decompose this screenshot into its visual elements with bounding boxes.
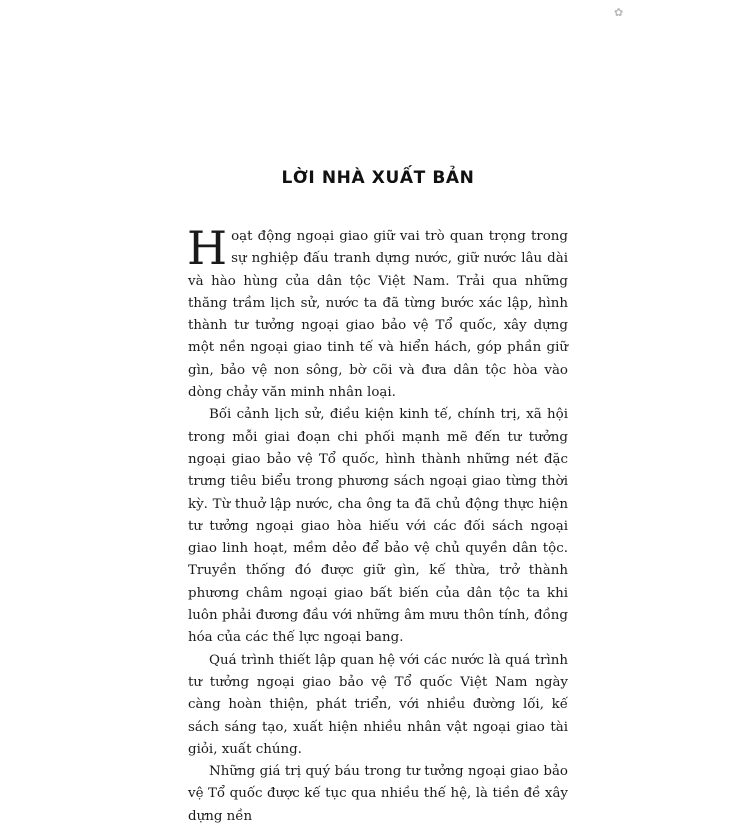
page-title: LỜI NHÀ XUẤT BẢN [281, 168, 475, 188]
body-text [187, 221, 568, 828]
drop-cap: H [187, 221, 228, 275]
paragraph-2: Bối cảnh lịch sử, điều kiện kinh tế, chính trị, xã hội trong mỗi giai đoạn chi phối mạnh mẽ đến tư tưởng ngoại giao bảo vệ Tổ quốc, hình thành những nét đặc trưng tiêu biểu trong phương sách ngoại giao từng thời kỳ. Từ thuở lập nước, cha ông ta đã chủ động thực hiện tư tưởng ngoại giao hòa hiếu với các đối sách ngoại giao linh hoạt, mềm dẻo để bảo vệ chủ quyền dân tộc. Truyền thống đó được giữ gìn, kế thừa, trở thành phương châm ngoại giao bất biến của dân tộc ta khi luôn phải đương đầu với những âm mưu thôn tính, đồng hóa của các thế lực ngoại bang. [188, 407, 568, 646]
book-page [187, 0, 568, 824]
paragraph-1-text: oạt động ngoại giao giữ vai trò quan trọng trong sự nghiệp đấu tranh dựng nước, giữ nước lâu dài và hào hùng của dân tộc Việt Nam. Trải qua những thăng trầm lịch sử, nước ta đã từng bước xác lập, hình thành tư tưởng ngoại giao bảo vệ Tổ quốc, xây dựng một nền ngoại giao tinh tế và hiển hách, góp phần giữ gìn, bảo vệ non sông, bờ cõi và đưa dân tộc hòa vào dòng chảy văn minh nhân loại. [188, 229, 568, 401]
paragraph-4: Những giá trị quý báu trong tư tưởng ngoại giao bảo vệ Tổ quốc được kế tục qua nhiều thế hệ, là tiền đề xây dựng nền [188, 764, 568, 824]
paragraph-1 [187, 221, 568, 404]
paragraph-3: Quá trình thiết lập quan hệ với các nước là quá trình tư tưởng ngoại giao bảo vệ Tổ quốc Việt Nam ngày càng hoàn thiện, phát triển, với nhiều đường lối, kế sách sáng tạo, xuất hiện nhiều nhân vật ngoại giao tài giỏi, xuất chúng. [188, 652, 568, 757]
flower-icon: ✿ [614, 6, 624, 19]
